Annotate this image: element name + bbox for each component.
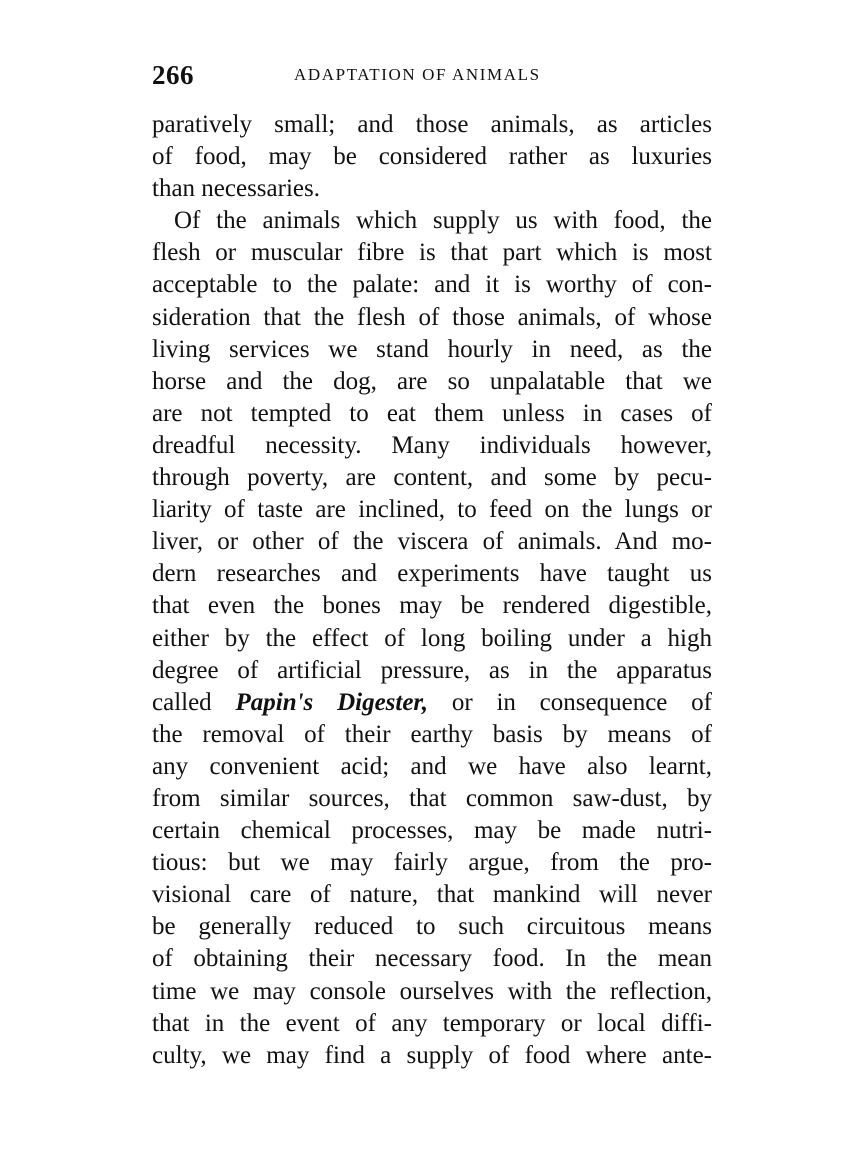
text-line: the removal of their earthy basis by means of xyxy=(152,720,712,748)
paragraph-2 xyxy=(152,205,712,1072)
text-line: either by the effect of long boiling under a high xyxy=(152,624,712,652)
paragraph-1 xyxy=(152,109,712,205)
text-line: time we may console ourselves with the reflection, xyxy=(152,977,712,1005)
text-line: liarity of taste are inclined, to feed on the lungs or xyxy=(152,496,712,524)
text-line: from similar sources, that common saw-dust, by xyxy=(152,784,712,812)
text-line: any convenient acid; and we have also learnt, xyxy=(152,752,712,780)
text-line: that even the bones may be rendered digestible, xyxy=(152,592,712,620)
text-line: horse and the dog, are so unpalatable that we xyxy=(152,367,712,395)
text-line: flesh or muscular fibre is that part which is most xyxy=(152,239,712,267)
text-line: degree of artificial pressure, as in the apparatus xyxy=(152,656,712,684)
text-line: be generally reduced to such circuitous means xyxy=(152,913,712,941)
text-line: sideration that the flesh of those animals, of whose xyxy=(152,303,712,331)
text-line: are not tempted to eat them unless in cases of xyxy=(152,399,712,427)
text-line-papins-digester xyxy=(152,687,712,719)
text-line: of food, may be considered rather as luxuries xyxy=(152,143,712,171)
text-fragment: called xyxy=(152,688,236,716)
text-line: dreadful necessity. Many individuals however, xyxy=(152,431,712,459)
text-line: through poverty, are content, and some by pecu- xyxy=(152,464,712,492)
text-line: culty, we may find a supply of food where ante- xyxy=(152,1041,712,1069)
body-text xyxy=(152,109,712,1072)
text-line: that in the event of any temporary or local diffi- xyxy=(152,1009,712,1037)
text-line: certain chemical processes, may be made nutri- xyxy=(152,817,712,845)
running-head xyxy=(152,60,707,96)
emphasized-term: Papin's Digester, xyxy=(235,688,429,716)
text-fragment: or in consequence of xyxy=(428,688,713,716)
text-line: than necessaries. xyxy=(152,175,320,203)
text-line: of obtaining their necessary food. In the mean xyxy=(152,945,712,973)
text-line: Of the animals which supply us with food, the xyxy=(174,207,712,235)
text-line: visional care of nature, that mankind will never xyxy=(152,881,712,909)
text-line: dern researches and experiments have taught us xyxy=(152,560,712,588)
text-line: tious: but we may fairly argue, from the pro- xyxy=(152,849,712,877)
running-title: ADAPTATION OF ANIMALS xyxy=(294,65,541,84)
text-line: acceptable to the palate: and it is worthy of con- xyxy=(152,271,712,299)
text-line: living services we stand hourly in need, as the xyxy=(152,335,712,363)
text-line: paratively small; and those animals, as articles xyxy=(152,111,712,138)
page-number: 266 xyxy=(152,60,194,90)
text-line: liver, or other of the viscera of animals. And mo- xyxy=(152,528,712,556)
